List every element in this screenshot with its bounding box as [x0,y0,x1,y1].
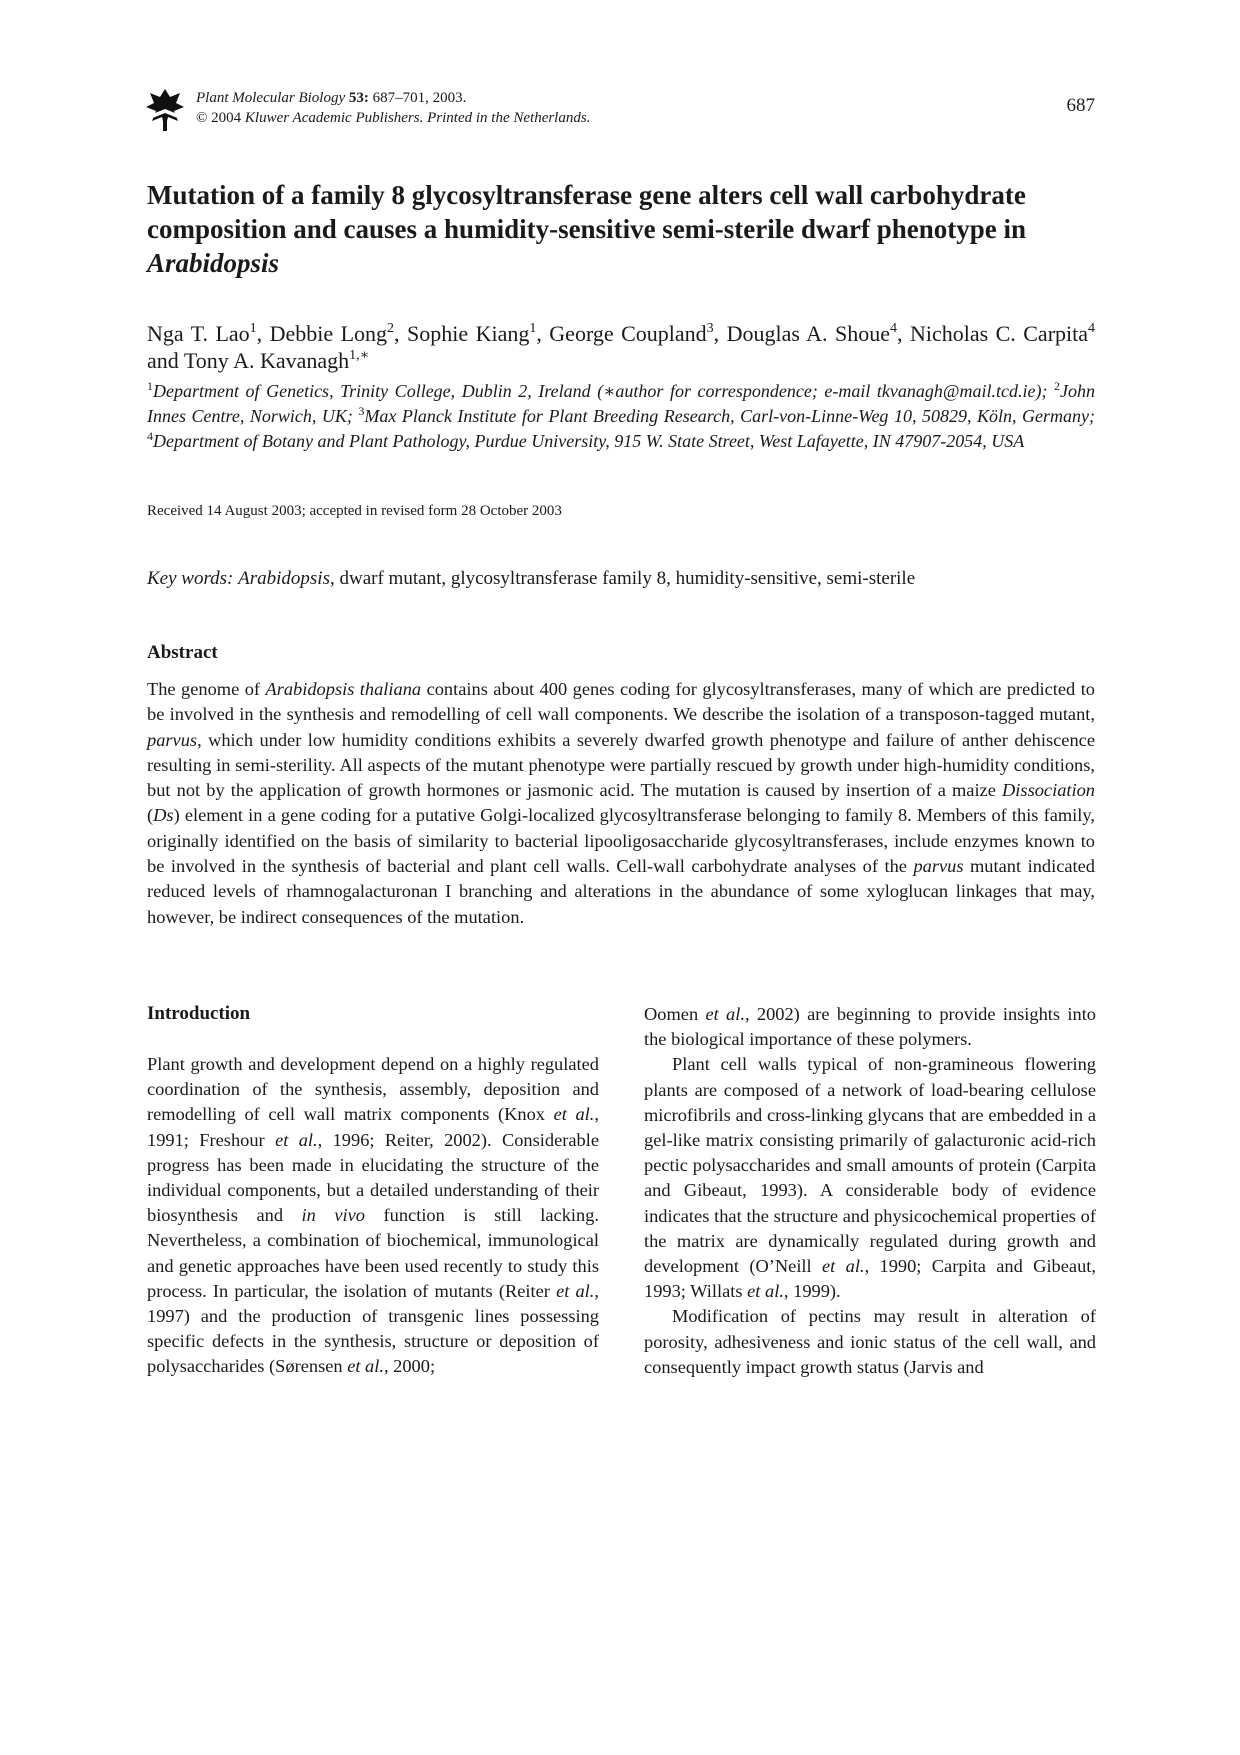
paragraph [644,1052,1096,1304]
italic-text: in vivo [301,1205,366,1226]
italic-text: Arabidopsis thaliana [265,679,422,699]
printed-location: Printed in the Netherlands. [427,110,591,126]
author-affiliation-mark: 1 [529,321,537,336]
paragraph [644,1002,1096,1052]
page-number: 687 [1066,95,1095,116]
italic-text: et al. [347,1356,384,1377]
italic-text: et al. [275,1129,318,1150]
text-segment: , which under low humidity conditions exhibits a severely dwarfed growth phenotype and failure of anther dehiscence resulting in semi-sterility. All aspects of the mutant phenotype were partially rescued by growth under high-humidity conditions, but not by the application of growth hormones or jasmonic acid. The mutation is caused by insertion of a maize [147,729,1095,801]
keyword-organism: Arabidopsis [238,568,330,589]
affiliation-text: Department of Botany and Plant Pathology, Purdue University, 915 W. State Street, West Lafayette, IN 47907-2054, USA [153,431,1025,451]
text-segment: , 1997) and the production of transgenic lines possessing specific defects in the synthesis, structure or deposition of polysaccharides (Sørensen [147,1280,600,1377]
affiliation-number: 3 [358,404,365,418]
introduction-heading: Introduction [147,1003,251,1024]
text-segment: Plant growth and development depend on a highly regulated coordination of the synthesis, assembly, deposition and remodelling of cell wall matrix components (Knox [147,1054,599,1125]
keywords-label: Key words: [147,568,234,589]
author-name: Debbie Long [269,321,388,346]
affiliation-text: Department of Genetics, Trinity College, Dublin 2, Ireland (∗author for correspondence; e-mail tkvanagh@mail.tcd.ie); [153,381,1054,401]
abstract-heading: Abstract [147,642,218,663]
affiliation-text: Max Planck Institute for Plant Breeding Research, Carl-von-Linne-Weg 10, 50829, Köln, Germany; [364,406,1095,426]
affiliation-text: John Innes Centre, Norwich, UK; [147,381,1095,426]
text-segment: , 1990; Carpita and Gibeaut, 1993; Willats [644,1256,1096,1302]
introduction-left-column [147,1052,599,1380]
author-separator: and [147,348,184,373]
text-segment: Plant cell walls typical of non-gramineous flowering plants are composed of a network of load-bearing cellulose microfibrils and cross-linking glycans that are embedded in a gel-like matrix consisting primarily of galacturonic acid-rich pectic polysaccharides and small amounts of protein (Carpita and Gibeaut, 1993). A considerable body of evidence indicates that the structure and physicochemical properties of the matrix are dynamically regulated during growth and development (O’Neill [644,1054,1096,1277]
author-affiliation-mark: 1 [249,321,257,336]
italic-text: Dissociation [1002,780,1095,801]
text-segment: , 2000; [383,1356,436,1377]
italic-text: Ds [153,805,174,826]
italic-text: et al. [822,1256,865,1277]
italic-text: et al. [705,1004,745,1024]
italic-text: parvus [147,729,198,750]
text-segment: The genome of [147,679,266,699]
author-name: Nga T. Lao [147,321,250,346]
author-list [147,320,1095,374]
author-affiliation-mark: 3 [706,321,714,336]
text-segment: ( [147,805,154,826]
text-segment: , 2002) are beginning to provide insights into the biological importance of these polymers. [644,1004,1096,1050]
italic-text: et al. [553,1104,595,1125]
italic-text: et al. [556,1280,595,1301]
author-name: Douglas A. Shoue [726,321,891,346]
keywords-rest: , dwarf mutant, glycosyltransferase family 8, humidity-sensitive, semi-sterile [329,568,916,589]
abstract-text [147,677,1095,930]
author-name: Nicholas C. Carpita [909,321,1089,346]
publisher-name: Kluwer Academic Publishers. [244,110,424,126]
author-separator: , [713,321,727,346]
author-affiliation-mark: 2 [387,321,395,336]
paragraph [147,1052,599,1380]
author-affiliation-mark: 4 [890,321,898,336]
text-segment: Oomen [644,1004,706,1024]
article-title [147,178,1097,280]
received-date: Received 14 August 2003; accepted in revised form 28 October 2003 [147,503,562,519]
text-segment: function is still lacking. Nevertheless, a combination of biochemical, immunological and genetic approaches have been used recently to study this process. In particular, the isolation of mutants (Reiter [147,1205,599,1301]
affiliation-number: 4 [147,429,153,443]
title-organism: Arabidopsis [147,248,280,278]
journal-line-1 [196,88,590,108]
affiliations [147,379,1095,454]
author-name: George Coupland [549,321,707,346]
journal-volume: 53: [348,90,369,106]
text-segment: Modification of pectins may result in alteration of porosity, adhesiveness and ionic status of the cell wall, and consequently impact growth status (Jarvis and [644,1306,1096,1377]
author-separator: , [536,321,550,346]
title-main: Mutation of a family 8 glycosyltransferase gene alters cell wall carbohydrate composition and causes a humidity-sensitive semi-sterile dwarf phenotype in [147,180,1027,244]
paragraph [644,1304,1096,1380]
copyright: © 2004 [196,110,242,126]
journal-line-2 [196,108,590,128]
author-name: Tony A. Kavanagh [183,348,350,373]
italic-text: et al. [747,1281,784,1302]
text-segment: mutant indicated reduced levels of rhamnogalacturonan I branching and alterations in the abundance of some xyloglucan linkages that may, however, be indirect consequences of the mutation. [147,856,1095,927]
text-segment: , 1996; Reiter, 2002). Considerable progress has been made in elucidating the structure of the individual components, but a detailed understanding of their biosynthesis and [147,1129,599,1226]
text-segment: , 1999). [783,1281,841,1302]
affiliation-number: 2 [1054,379,1060,393]
journal-citation [196,88,590,128]
author-affiliation-mark: 1,∗ [349,348,370,363]
affiliation-number: 1 [147,379,153,393]
text-segment: , 1991; Freshour [147,1104,599,1150]
author-name: Sophie Kiang [407,321,530,346]
introduction-right-column [644,1002,1096,1380]
italic-text: parvus [913,856,964,877]
journal-pages: 687–701, 2003. [372,90,467,106]
author-separator: , [256,321,270,346]
author-separator: , [897,321,910,346]
keywords [147,568,915,590]
text-segment: ) element in a gene coding for a putative Golgi-localized glycosyltransferase belonging to family 8. Members of this family, originally identified on the basis of similarity to bacterial lipooligosaccharide glycosyltransferases, include enzymes known to be involved in the synthesis of bacterial and plant cell walls. Cell-wall carbohydrate analyses of the [147,805,1095,877]
author-separator: , [394,321,407,346]
publisher-logo-icon [146,87,184,131]
text-segment: contains about 400 genes coding for glycosyltransferases, many of which are predicted to be involved in the synthesis and remodelling of cell wall components. We describe the isolation of a transposon-tagged mutant, [147,679,1095,725]
journal-name: Plant Molecular Biology [196,90,346,106]
author-affiliation-mark: 4 [1088,321,1096,336]
